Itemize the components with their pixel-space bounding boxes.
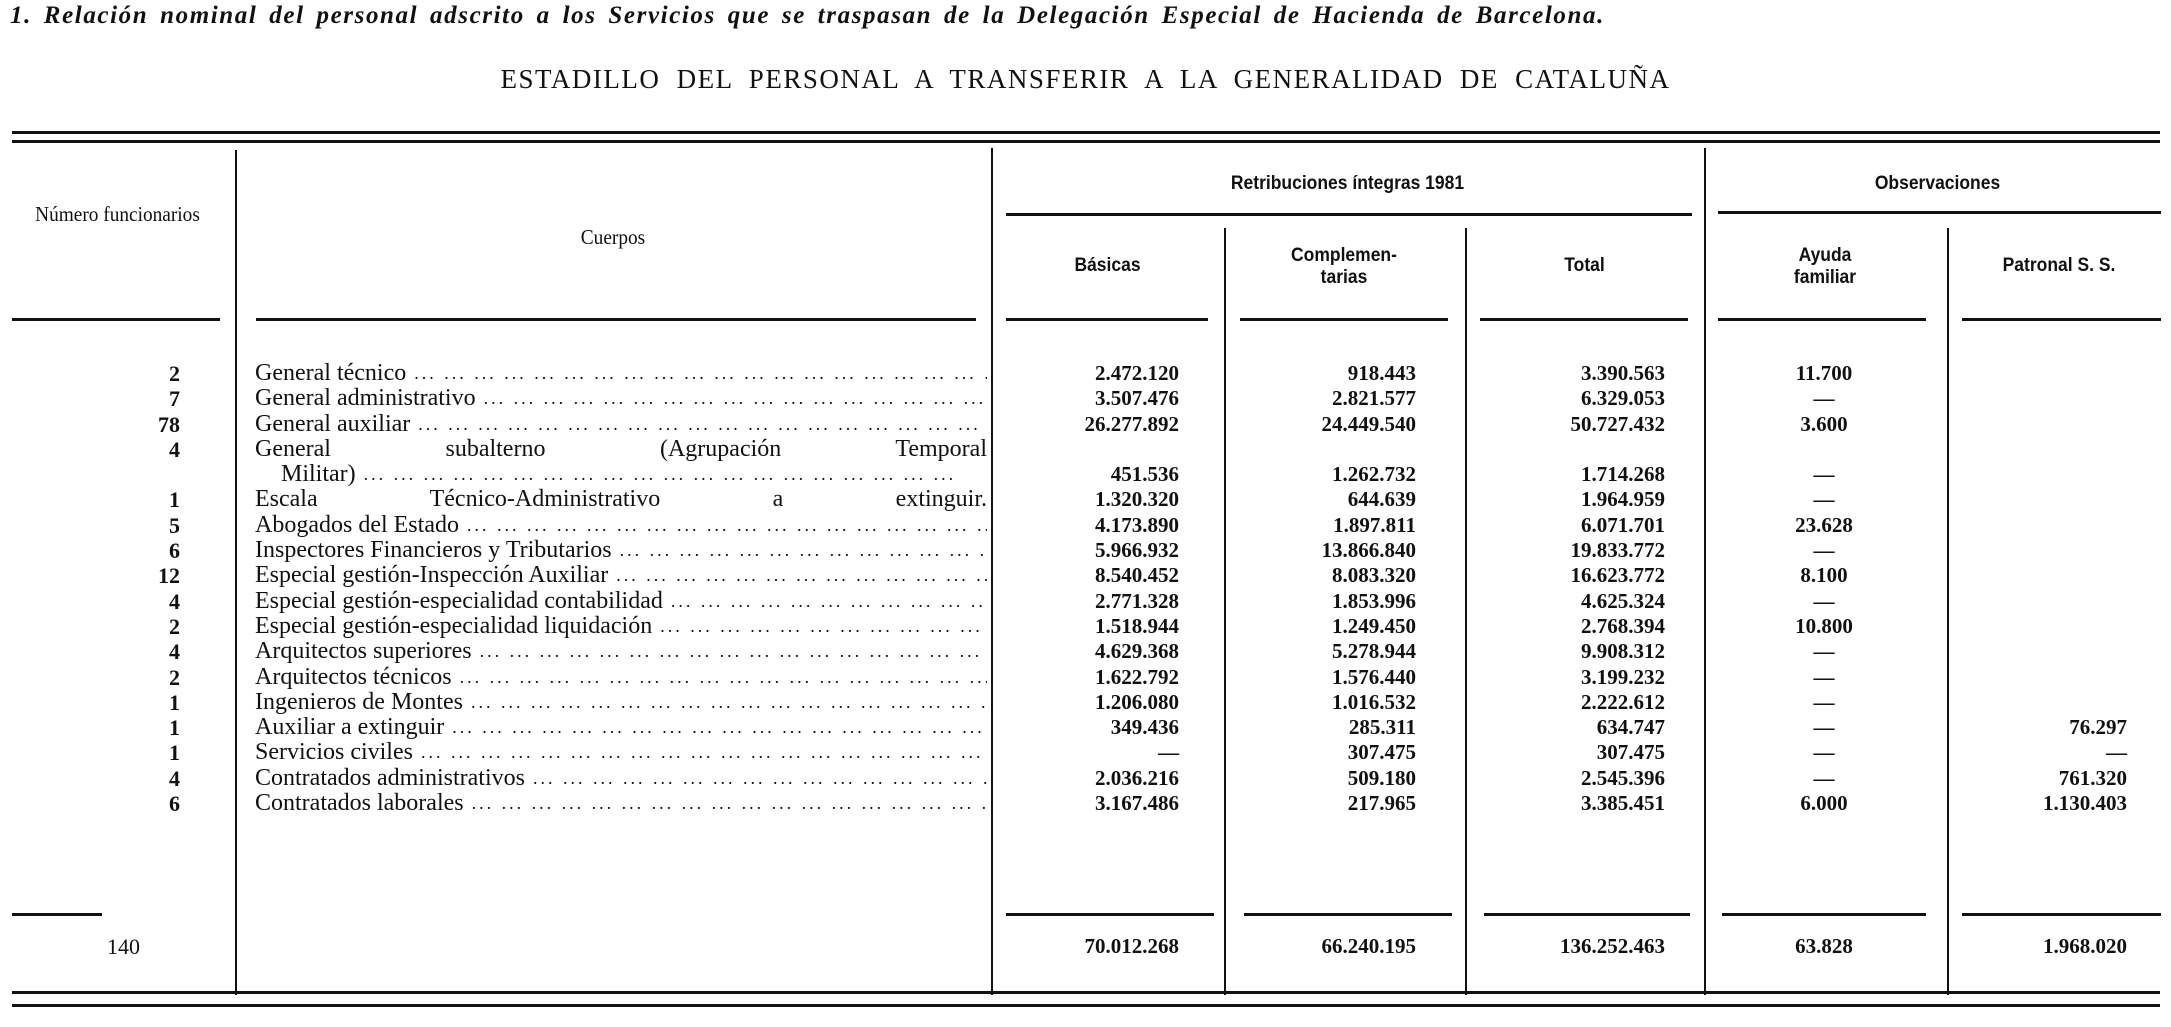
dot-leader xyxy=(459,513,987,538)
dot-leader xyxy=(356,462,987,487)
ayuda-cell: — xyxy=(1813,639,1835,664)
cuerpo-cell xyxy=(255,791,987,816)
header-numero: Número funcionarios xyxy=(35,202,200,226)
basicas-cell: 349.436 xyxy=(1110,715,1179,740)
basicas-cell: 1.622.792 xyxy=(1095,664,1179,689)
table-row xyxy=(0,791,2171,816)
complementarias-cell: 1.576.440 xyxy=(1332,664,1416,689)
total-complementarias: 66.240.195 xyxy=(1321,934,1416,958)
basicas-cell: 8.540.452 xyxy=(1095,563,1179,588)
complementarias-cell: 13.866.840 xyxy=(1321,538,1416,562)
cuerpo-name: Especial gestión-especialidad liquidación xyxy=(255,613,653,639)
dot-leader xyxy=(444,715,987,740)
ayuda-cell: — xyxy=(1813,461,1835,486)
patronal-cell xyxy=(1947,513,2127,538)
ayuda-cell: — xyxy=(1813,588,1835,613)
cuerpo-name: Especial gestión-especialidad contabilidad xyxy=(255,588,663,614)
dot-leader xyxy=(410,412,987,437)
cuerpo-line: General subalterno (Agrupación Temporal xyxy=(255,436,987,462)
ayuda-cell: 11.700 xyxy=(1795,361,1853,385)
patronal-cell xyxy=(1947,589,2127,614)
basicas-cell: 3.507.476 xyxy=(1095,386,1179,411)
header-complementarias: Complemen-tarias xyxy=(1291,245,1397,288)
complementarias-cell: 24.449.540 xyxy=(1321,411,1416,436)
cuerpo-cell xyxy=(255,513,987,538)
total-cell: 50.727.432 xyxy=(1570,411,1665,436)
patronal-cell xyxy=(1947,487,2127,512)
numero-cell: 4 xyxy=(169,639,180,665)
totals-rule xyxy=(1962,913,2161,916)
header-patronal: Patronal S. S. xyxy=(2002,255,2116,276)
cuerpo-cell xyxy=(255,639,987,664)
total-cell: 3.385.451 xyxy=(1581,791,1665,815)
table-row xyxy=(0,665,2171,690)
basicas-cell: 1.518.944 xyxy=(1095,613,1179,638)
dot-leader xyxy=(463,690,987,715)
cuerpo-cell xyxy=(255,740,987,765)
patronal-cell: 761.320 xyxy=(2058,765,2127,790)
cuerpo-name: Abogados del Estado xyxy=(255,512,459,538)
total-cell: 6.071.701 xyxy=(1581,512,1665,537)
table-row xyxy=(0,614,2171,639)
cuerpo-cell xyxy=(255,437,987,487)
dot-leader xyxy=(476,386,987,411)
header-cuerpos: Cuerpos xyxy=(580,225,646,249)
numero-cell: 6 xyxy=(169,791,180,816)
cuerpo-cell xyxy=(255,614,987,639)
total-cell: 4.625.324 xyxy=(1581,588,1665,613)
total-basicas: 70.012.268 xyxy=(1084,934,1179,958)
total-cell: 307.475 xyxy=(1596,740,1665,765)
ayuda-cell: 23.628 xyxy=(1795,512,1853,537)
basicas-cell: 5.966.932 xyxy=(1095,538,1179,562)
total-cell: 2.768.394 xyxy=(1581,613,1665,638)
ayuda-cell: — xyxy=(1813,740,1835,765)
cuerpo-cell xyxy=(255,361,987,386)
numero-cell: 2 xyxy=(169,664,180,690)
ayuda-cell: — xyxy=(1813,487,1835,512)
cuerpo-cell xyxy=(255,589,987,614)
table-row xyxy=(0,487,2171,512)
top-rule xyxy=(12,131,2160,134)
ayuda-cell: — xyxy=(1813,715,1835,740)
header-basicas: Básicas xyxy=(1074,255,1141,276)
total-total: 136.252.463 xyxy=(1560,934,1665,958)
total-cell: 3.390.563 xyxy=(1581,361,1665,385)
cuerpo-name: Contratados administrativos xyxy=(255,765,525,791)
group-rule xyxy=(1718,211,2161,214)
patronal-cell xyxy=(1947,361,2127,386)
numero-cell: 1 xyxy=(169,740,180,766)
dot-leader xyxy=(663,589,987,614)
cuerpo-name: Ingenieros de Montes xyxy=(255,689,463,715)
cuerpo-name: Arquitectos superiores xyxy=(255,639,472,665)
complementarias-cell: 2.821.577 xyxy=(1332,386,1416,411)
table-row xyxy=(0,513,2171,538)
cuerpo-cell xyxy=(255,386,987,411)
numero-cell: 12 xyxy=(158,563,180,589)
dot-leader xyxy=(406,361,987,386)
patronal-cell xyxy=(1947,462,2127,487)
totals-rule xyxy=(12,913,102,916)
ayuda-cell: 3.600 xyxy=(1800,411,1848,436)
header-rule xyxy=(1006,318,1208,321)
complementarias-cell: 307.475 xyxy=(1347,740,1416,765)
numero-cell: 78 xyxy=(158,411,180,437)
cuerpo-cell xyxy=(255,715,987,740)
numero-cell: 1 xyxy=(169,487,180,513)
header-rule xyxy=(1962,318,2161,321)
cuerpo-name: Arquitectos técnicos xyxy=(255,664,452,690)
cuerpo-name: Inspectores Financieros y Tributarios xyxy=(255,538,612,563)
total-cell: 2.545.396 xyxy=(1581,765,1665,790)
basicas-cell: 4.173.890 xyxy=(1095,512,1179,537)
table-row xyxy=(0,412,2171,437)
header-rule xyxy=(1718,318,1926,321)
cuerpo-line: Militar) xyxy=(281,460,356,487)
patronal-cell xyxy=(1947,639,2127,664)
document-caption: 1. Relación nominal del personal adscrito a los Servicios que se traspasan de la Delegación Especial de Hacienda de Barcelona. xyxy=(10,2,1605,29)
header-retribuciones: Retribuciones íntegras 1981 xyxy=(1230,173,1465,194)
table-row xyxy=(0,589,2171,614)
complementarias-cell: 8.083.320 xyxy=(1332,563,1416,588)
basicas-cell: 4.629.368 xyxy=(1095,639,1179,664)
totals-rule xyxy=(1722,913,1926,916)
total-ayuda: 63.828 xyxy=(1795,934,1853,958)
cuerpo-cell xyxy=(255,690,987,715)
numero-cell: 6 xyxy=(169,538,180,563)
complementarias-cell: 5.278.944 xyxy=(1332,639,1416,664)
total-cell: 2.222.612 xyxy=(1581,689,1665,714)
table-row xyxy=(0,437,2171,487)
cuerpo-cell xyxy=(255,412,987,437)
dot-leader xyxy=(652,614,987,639)
cuerpo-name: General auxiliar xyxy=(255,411,411,437)
complementarias-cell: 1.262.732 xyxy=(1332,461,1416,486)
cuerpo-cell xyxy=(255,766,987,791)
ayuda-cell: — xyxy=(1813,765,1835,790)
header-observaciones: Observaciones xyxy=(1874,173,2001,194)
patronal-cell xyxy=(1947,665,2127,690)
document-title: ESTADILLO DEL PERSONAL A TRANSFERIR A LA GENERALIDAD DE CATALUÑA xyxy=(500,64,1671,94)
table-row xyxy=(0,386,2171,411)
header-ayuda-familiar: Ayuda familiar xyxy=(1793,245,1857,288)
cuerpo-cell xyxy=(255,487,987,512)
complementarias-cell: 1.897.811 xyxy=(1333,512,1416,537)
complementarias-cell: 217.965 xyxy=(1347,791,1416,815)
cuerpo-name: General técnico xyxy=(255,361,407,386)
cuerpo-name: Servicios civiles xyxy=(255,740,413,766)
ayuda-cell: — xyxy=(1813,538,1835,562)
ayuda-cell: 6.000 xyxy=(1800,791,1848,815)
total-numero: 140 xyxy=(107,934,140,959)
bottom-rule-2 xyxy=(12,1004,2160,1007)
total-cell: 634.747 xyxy=(1596,715,1665,740)
cuerpo-cell xyxy=(255,563,987,588)
complementarias-cell: 1.249.450 xyxy=(1332,613,1416,638)
cuerpo-cell xyxy=(255,665,987,690)
group-rule xyxy=(1006,213,1692,216)
total-cell: 3.199.232 xyxy=(1581,664,1665,689)
dot-leader xyxy=(452,665,987,690)
complementarias-cell: 918.443 xyxy=(1347,361,1416,385)
header-rule xyxy=(256,318,976,321)
ayuda-cell: — xyxy=(1813,386,1835,411)
cuerpo-name: Escala Técnico-Administrativo a extinguir. xyxy=(255,487,987,513)
bottom-rule xyxy=(12,991,2160,994)
dot-leader xyxy=(612,538,987,563)
basicas-cell: 2.771.328 xyxy=(1095,588,1179,613)
total-cell: 1.964.959 xyxy=(1581,487,1665,512)
basicas-cell: — xyxy=(1158,740,1179,765)
complementarias-cell: 1.016.532 xyxy=(1332,689,1416,714)
table-row xyxy=(0,538,2171,563)
header-rule xyxy=(12,318,220,321)
numero-cell: 4 xyxy=(169,436,180,462)
table-row xyxy=(0,690,2171,715)
header-rule xyxy=(1240,318,1448,321)
numero-cell: 7 xyxy=(169,386,180,412)
patronal-cell xyxy=(1947,563,2127,588)
dot-leader xyxy=(464,791,987,816)
table-row xyxy=(0,740,2171,765)
numero-cell: 2 xyxy=(169,361,180,386)
complementarias-cell: 644.639 xyxy=(1347,487,1416,512)
numero-cell: 2 xyxy=(169,613,180,639)
total-patronal: 1.968.020 xyxy=(2043,934,2127,958)
ayuda-cell: 8.100 xyxy=(1800,563,1848,588)
total-cell: 6.329.053 xyxy=(1581,386,1665,411)
total-cell: 1.714.268 xyxy=(1581,461,1665,486)
dot-leader xyxy=(413,740,987,765)
complementarias-cell: 509.180 xyxy=(1347,765,1416,790)
patronal-cell xyxy=(1947,614,2127,639)
table-row xyxy=(0,639,2171,664)
totals-row xyxy=(0,934,2171,959)
table-row xyxy=(0,766,2171,791)
patronal-cell xyxy=(1947,386,2127,411)
total-cell: 16.623.772 xyxy=(1570,563,1665,588)
dot-leader xyxy=(472,639,987,664)
basicas-cell: 451.536 xyxy=(1110,461,1179,486)
numero-cell: 4 xyxy=(169,588,180,614)
patronal-cell xyxy=(1947,412,2127,437)
top-rule-2 xyxy=(12,140,2160,143)
cuerpo-name: General administrativo xyxy=(255,386,476,412)
ayuda-cell: 10.800 xyxy=(1795,613,1853,638)
basicas-cell: 1.206.080 xyxy=(1095,689,1179,714)
complementarias-cell: 285.311 xyxy=(1348,715,1416,740)
header-total: Total xyxy=(1564,255,1605,276)
patronal-cell: — xyxy=(2106,740,2127,765)
basicas-cell: 3.167.486 xyxy=(1095,791,1179,815)
patronal-cell: 76.297 xyxy=(2069,715,2127,740)
total-cell: 19.833.772 xyxy=(1570,538,1665,562)
table-row xyxy=(0,715,2171,740)
numero-cell: 1 xyxy=(169,689,180,715)
patronal-cell xyxy=(1947,538,2127,563)
totals-rule xyxy=(1484,913,1690,916)
complementarias-cell: 1.853.996 xyxy=(1332,588,1416,613)
ayuda-cell: — xyxy=(1813,664,1835,689)
cuerpo-name: Auxiliar a extinguir xyxy=(255,715,445,741)
totals-rule xyxy=(1006,913,1214,916)
header-rule xyxy=(1480,318,1688,321)
dot-leader xyxy=(525,766,987,791)
dot-leader xyxy=(608,563,987,588)
basicas-cell: 1.320.320 xyxy=(1095,487,1179,512)
numero-cell: 5 xyxy=(169,512,180,538)
numero-cell: 1 xyxy=(169,715,180,741)
numero-cell: 4 xyxy=(169,765,180,791)
cuerpo-cell xyxy=(255,538,987,563)
basicas-cell: 26.277.892 xyxy=(1084,411,1179,436)
ayuda-cell: — xyxy=(1813,689,1835,714)
patronal-cell xyxy=(1947,690,2127,715)
total-cell: 9.908.312 xyxy=(1581,639,1665,664)
basicas-cell: 2.472.120 xyxy=(1095,361,1179,385)
cuerpo-name: Contratados laborales xyxy=(255,791,464,816)
patronal-cell: 1.130.403 xyxy=(2043,791,2127,815)
totals-rule xyxy=(1244,913,1452,916)
basicas-cell: 2.036.216 xyxy=(1095,765,1179,790)
table-row xyxy=(0,563,2171,588)
table-row xyxy=(0,361,2171,386)
cuerpo-name: Especial gestión-Inspección Auxiliar xyxy=(255,563,609,589)
